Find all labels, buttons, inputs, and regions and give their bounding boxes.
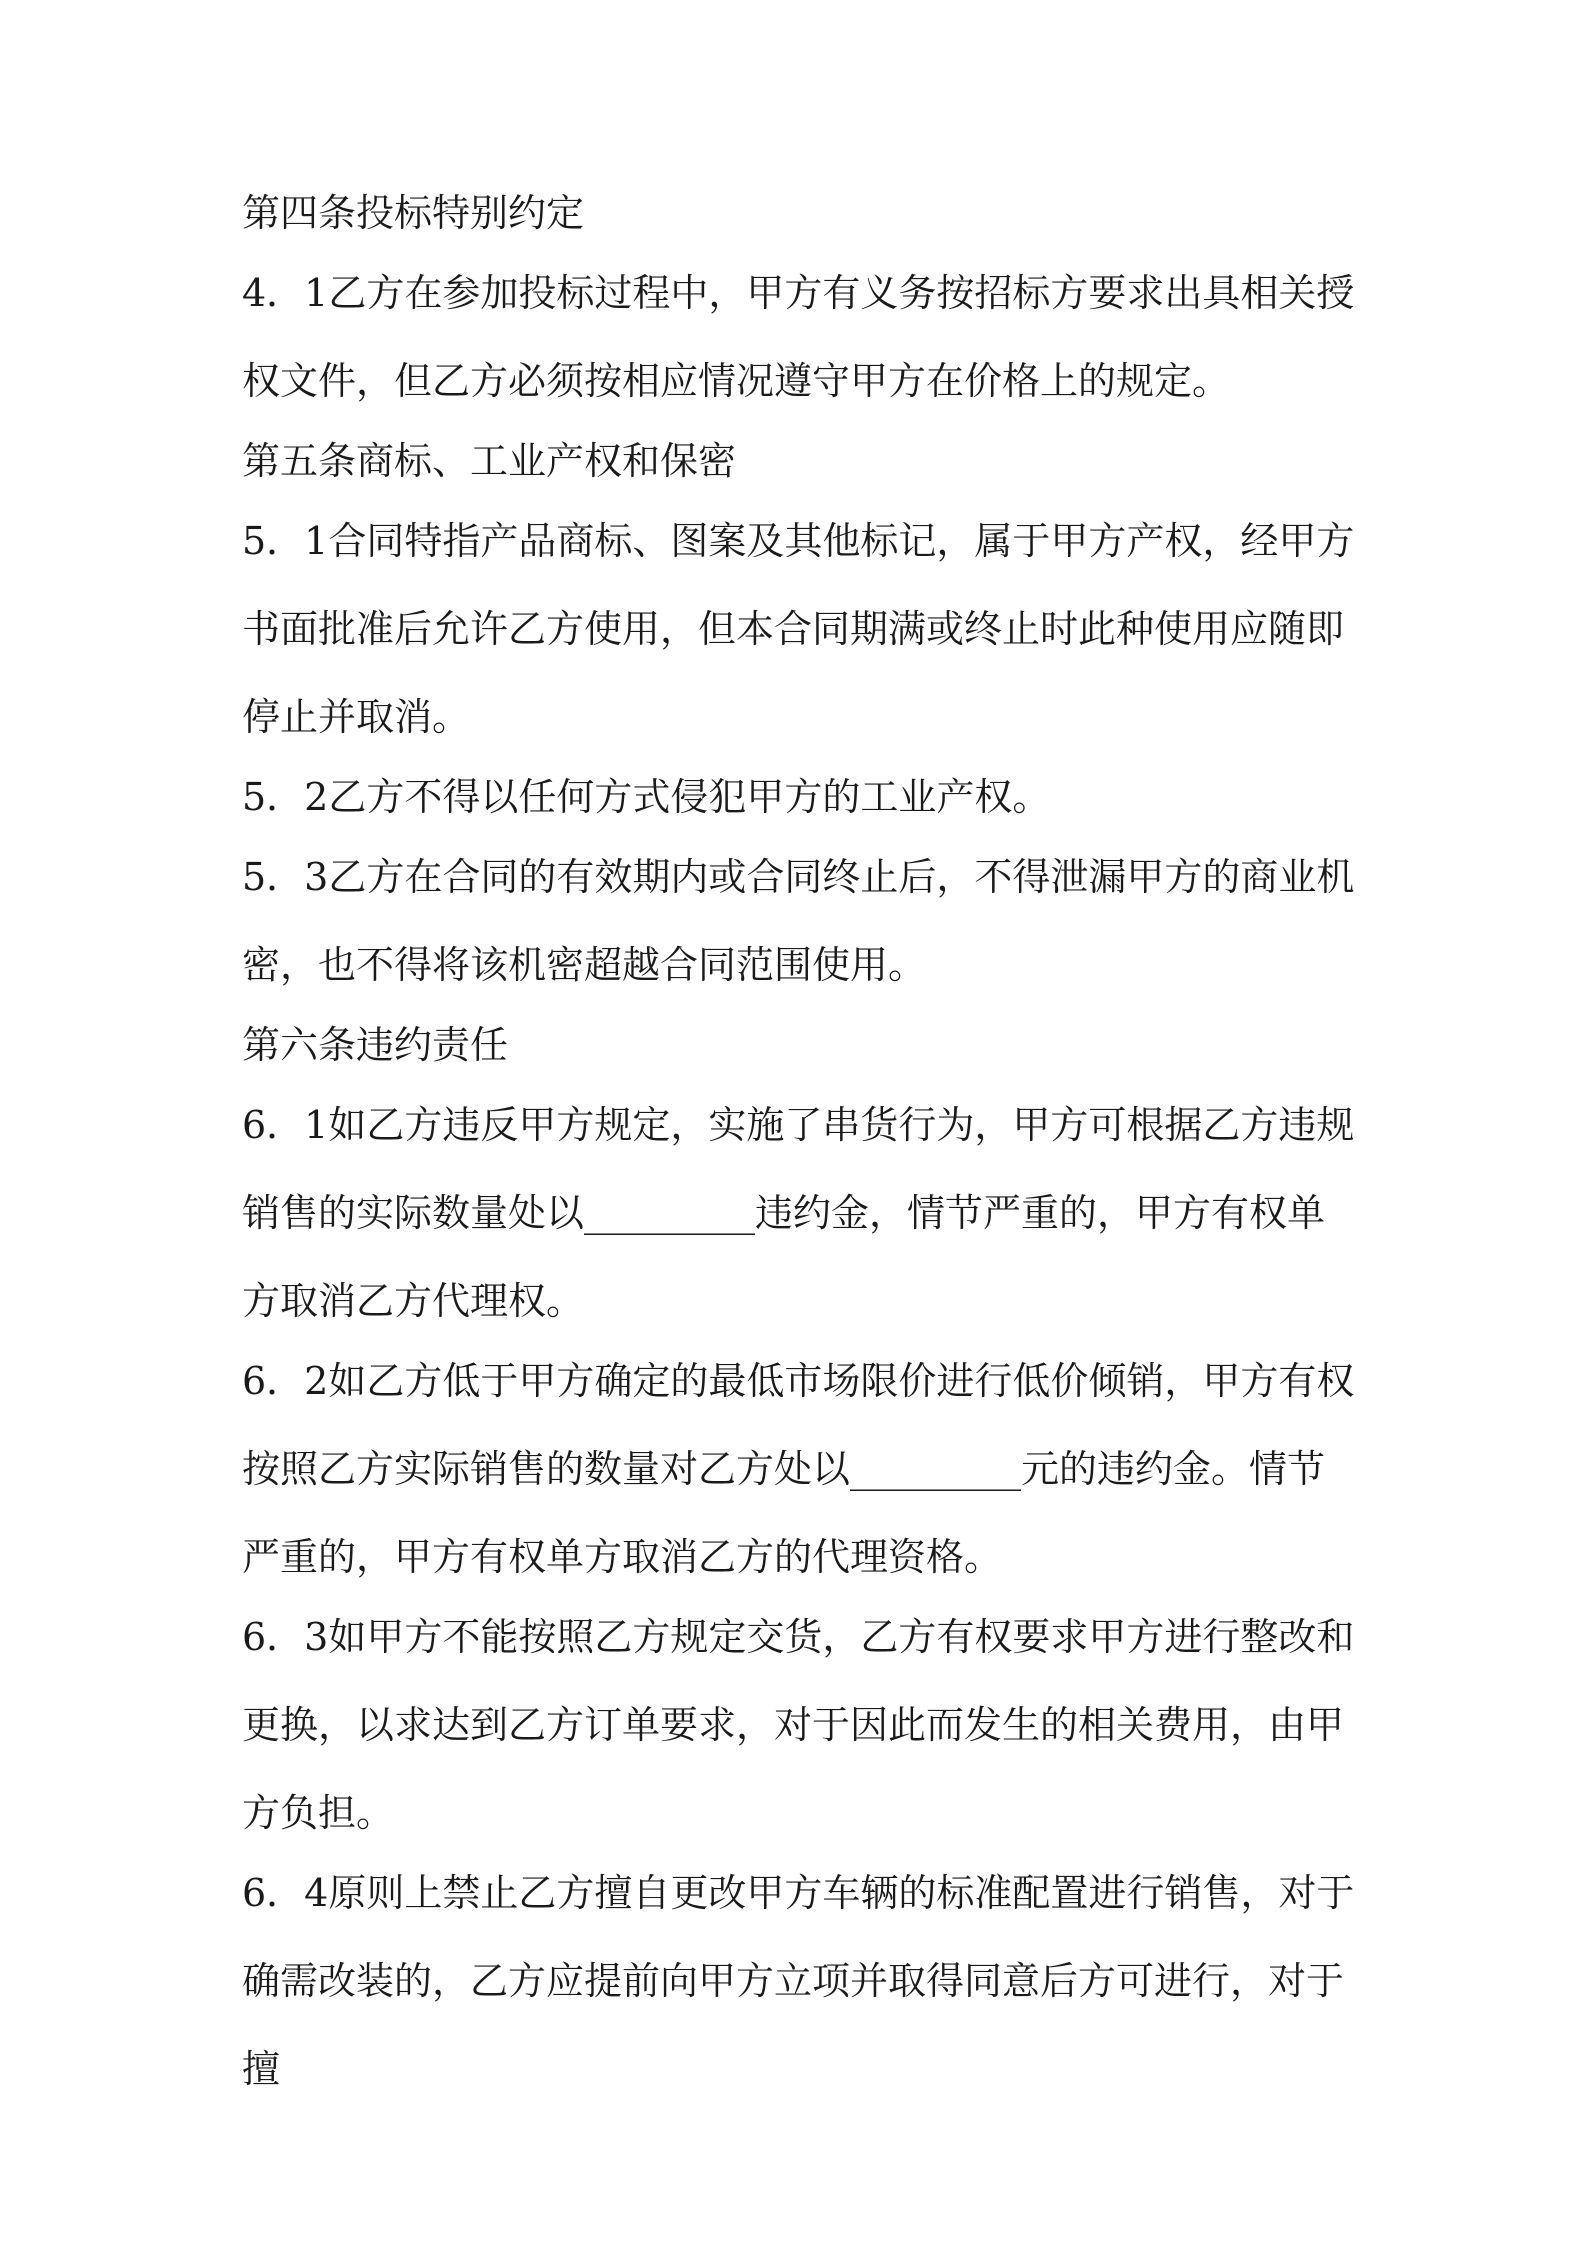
clause-4-1: 4．1乙方在参加投标过程中，甲方有义务按招标方要求出具相关授权文件，但乙方必须按相应情况遵守甲方在价格上的规定。 — [242, 271, 1355, 403]
article-5-heading: 第五条商标、工业产权和保密 — [242, 439, 737, 483]
document-body — [242, 193, 1362, 2129]
clause-6-1: 6．1如乙方违反甲方规定，实施了串货行为，甲方可根据乙方违规销售的实际数量处以_________违约金，情节严重的，甲方有权单方取消乙方代理权。 — [242, 1103, 1355, 1323]
clause-6-3: 6．3如甲方不能按照乙方规定交货，乙方有权要求甲方进行整改和更换，以求达到乙方订单要求，对于因此而发生的相关费用，由甲方负担。 — [242, 1615, 1355, 1835]
clause-5-2: 5．2乙方不得以任何方式侵犯甲方的工业产权。 — [242, 775, 1051, 819]
clause-6-2: 6．2如乙方低于甲方确定的最低市场限价进行低价倾销，甲方有权按照乙方实际销售的数量对乙方处以_________元的违约金。情节严重的，甲方有权单方取消乙方的代理资格。 — [242, 1359, 1355, 1579]
article-4-heading: 第四条投标特别约定 — [242, 191, 585, 235]
clause-5-1: 5．1合同特指产品商标、图案及其他标记，属于甲方产权，经甲方书面批准后允许乙方使用，但本合同期满或终止时此种使用应随即停止并取消。 — [242, 519, 1355, 739]
clause-6-4: 6．4原则上禁止乙方擅自更改甲方车辆的标准配置进行销售，对于确需改装的，乙方应提前向甲方立项并取得同意后方可进行，对于擅 — [242, 1871, 1355, 2091]
article-6-heading: 第六条违约责任 — [242, 1023, 509, 1067]
clause-5-3: 5．3乙方在合同的有效期内或合同终止后，不得泄漏甲方的商业机密，也不得将该机密超越合同范围使用。 — [242, 855, 1355, 987]
